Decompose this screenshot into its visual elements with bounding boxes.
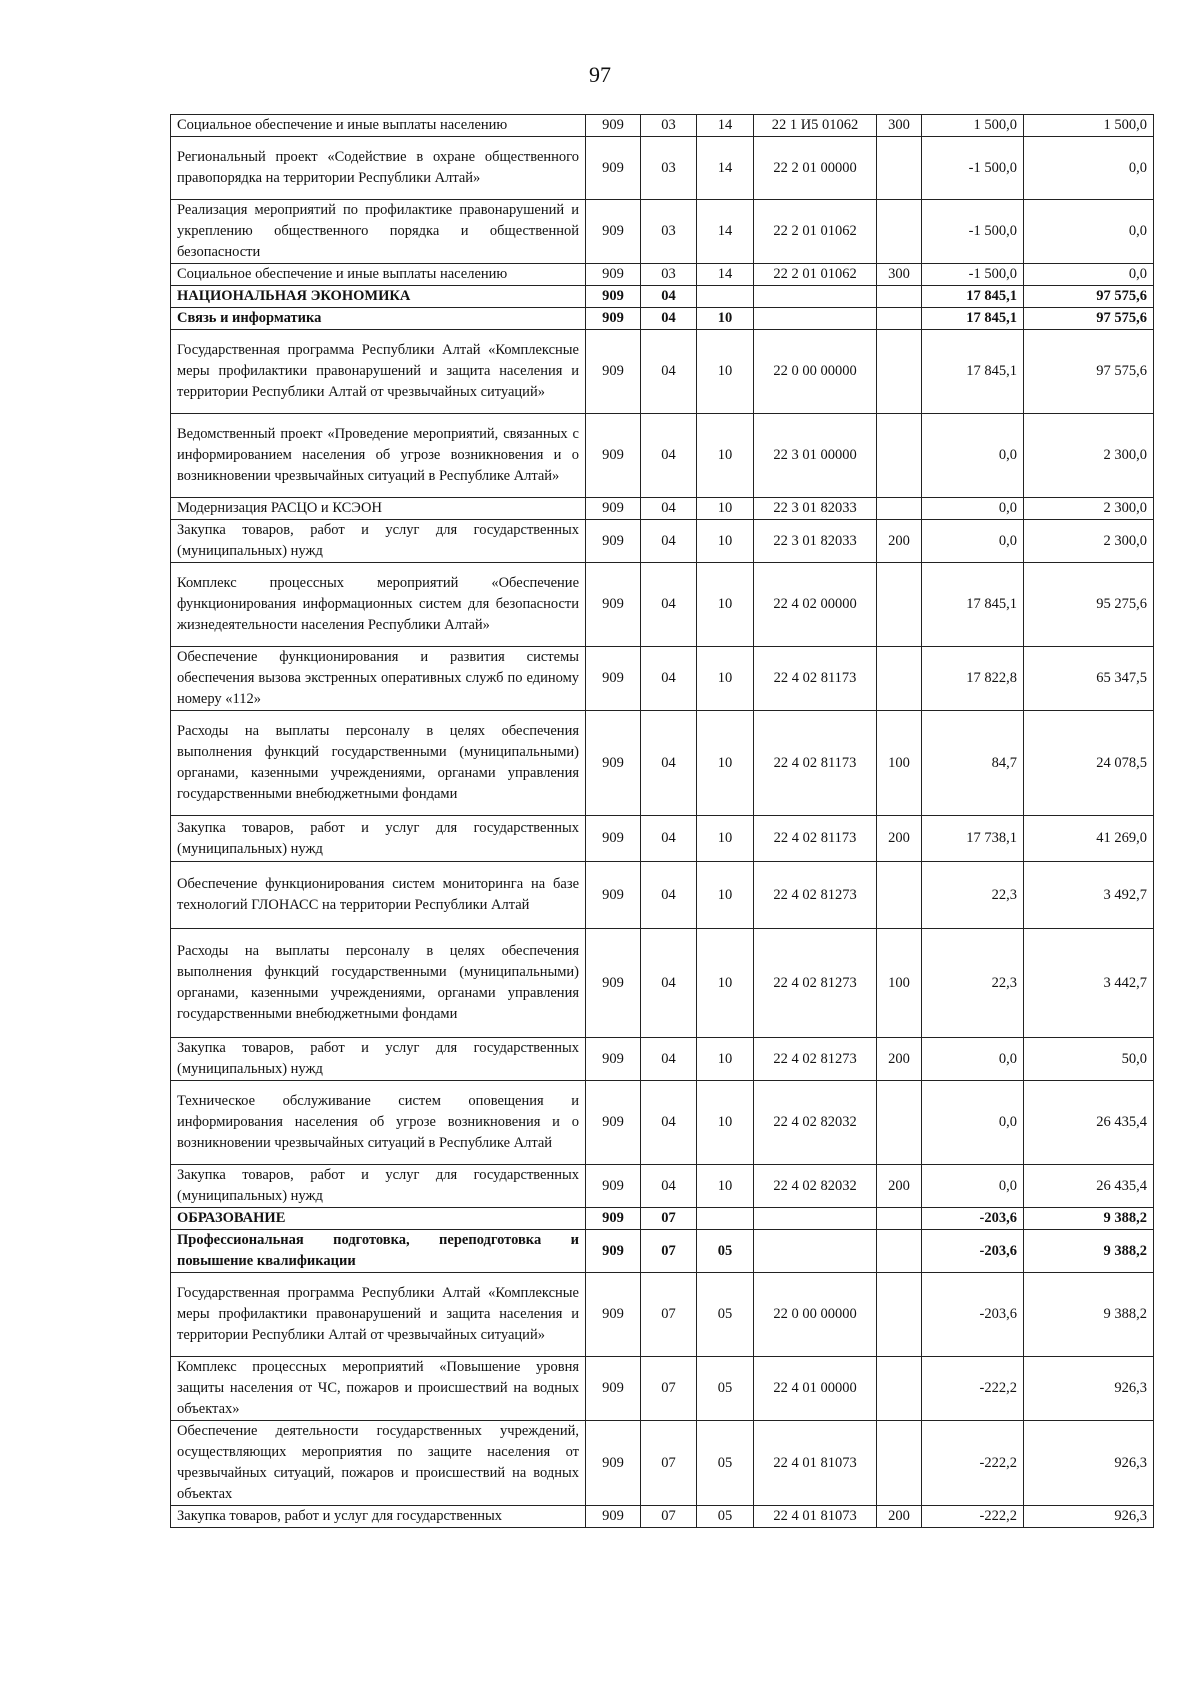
expense-type-cell <box>877 330 922 414</box>
grbs-cell: 909 <box>586 711 641 816</box>
section-cell: 07 <box>641 1230 697 1273</box>
section-cell: 04 <box>641 711 697 816</box>
amount-2025-cell: 9 388,2 <box>1024 1273 1154 1357</box>
section-cell: 04 <box>641 498 697 520</box>
target-article-cell: 22 4 02 81273 <box>754 929 877 1038</box>
amount-2024-cell: 84,7 <box>922 711 1024 816</box>
expense-type-cell: 200 <box>877 520 922 563</box>
section-cell: 07 <box>641 1208 697 1230</box>
amount-2024-cell: 17 845,1 <box>922 330 1024 414</box>
grbs-cell: 909 <box>586 286 641 308</box>
name-cell: Обеспечение деятельности государственных учреждений, осуществляющих мероприятия по защите населения от чрезвычайных ситуаций, пожаров и происшествий на водных объектах <box>171 1421 586 1506</box>
expense-type-cell: 300 <box>877 115 922 137</box>
name-cell: Комплекс процессных мероприятий «Повышение уровня защиты населения от ЧС, пожаров и происшествий на водных объектах» <box>171 1357 586 1421</box>
target-article-cell <box>754 286 877 308</box>
target-article-cell <box>754 1230 877 1273</box>
grbs-cell: 909 <box>586 264 641 286</box>
name-cell: Социальное обеспечение и иные выплаты населению <box>171 115 586 137</box>
table-row <box>171 647 1154 711</box>
table-row <box>171 1273 1154 1357</box>
target-article-cell: 22 3 01 82033 <box>754 520 877 563</box>
name-cell: Региональный проект «Содействие в охране общественного правопорядка на территории Республики Алтай» <box>171 137 586 200</box>
subsection-cell: 14 <box>697 115 754 137</box>
expense-type-cell <box>877 137 922 200</box>
amount-2025-cell: 97 575,6 <box>1024 330 1154 414</box>
name-cell: Модернизация РАСЦО и КСЭОН <box>171 498 586 520</box>
name-cell: Обеспечение функционирования и развития системы обеспечения вызова экстренных оперативных служб по единому номеру «112» <box>171 647 586 711</box>
name-cell: Государственная программа Республики Алтай «Комплексные меры профилактики правонарушений и защита населения и территории Республики Алтай от чрезвычайных ситуаций» <box>171 1273 586 1357</box>
section-cell: 04 <box>641 929 697 1038</box>
table-row <box>171 1165 1154 1208</box>
expense-type-cell: 200 <box>877 816 922 862</box>
expense-type-cell: 200 <box>877 1165 922 1208</box>
target-article-cell: 22 0 00 00000 <box>754 1273 877 1357</box>
amount-2025-cell: 0,0 <box>1024 137 1154 200</box>
subsection-cell: 10 <box>697 711 754 816</box>
expense-type-cell <box>877 1230 922 1273</box>
name-cell: НАЦИОНАЛЬНАЯ ЭКОНОМИКА <box>171 286 586 308</box>
grbs-cell: 909 <box>586 308 641 330</box>
subsection-cell: 10 <box>697 414 754 498</box>
target-article-cell <box>754 308 877 330</box>
section-cell: 04 <box>641 647 697 711</box>
name-cell: Социальное обеспечение и иные выплаты населению <box>171 264 586 286</box>
amount-2024-cell: -1 500,0 <box>922 264 1024 286</box>
subsection-cell: 10 <box>697 929 754 1038</box>
amount-2025-cell: 26 435,4 <box>1024 1081 1154 1165</box>
target-article-cell: 22 2 01 01062 <box>754 264 877 286</box>
table-row <box>171 1506 1154 1528</box>
amount-2025-cell: 24 078,5 <box>1024 711 1154 816</box>
name-cell: Обеспечение функционирования систем мониторинга на базе технологий ГЛОНАСС на территории Республики Алтай <box>171 862 586 929</box>
amount-2025-cell: 95 275,6 <box>1024 563 1154 647</box>
table-row <box>171 1230 1154 1273</box>
target-article-cell: 22 4 01 81073 <box>754 1421 877 1506</box>
grbs-cell: 909 <box>586 862 641 929</box>
table-row <box>171 137 1154 200</box>
subsection-cell <box>697 1208 754 1230</box>
target-article-cell: 22 4 02 81173 <box>754 816 877 862</box>
table-body <box>171 115 1154 1528</box>
grbs-cell: 909 <box>586 498 641 520</box>
target-article-cell: 22 4 02 82032 <box>754 1081 877 1165</box>
amount-2025-cell: 926,3 <box>1024 1357 1154 1421</box>
grbs-cell: 909 <box>586 1165 641 1208</box>
table-row <box>171 115 1154 137</box>
expense-type-cell <box>877 414 922 498</box>
section-cell: 04 <box>641 563 697 647</box>
grbs-cell: 909 <box>586 1230 641 1273</box>
expense-type-cell: 100 <box>877 711 922 816</box>
section-cell: 04 <box>641 330 697 414</box>
subsection-cell: 05 <box>697 1273 754 1357</box>
target-article-cell: 22 4 02 00000 <box>754 563 877 647</box>
table-row <box>171 816 1154 862</box>
name-cell: Ведомственный проект «Проведение мероприятий, связанных с информированием населения об угрозе возникновения и о возникновении чрезвычайных ситуаций в Республике Алтай» <box>171 414 586 498</box>
amount-2024-cell: 17 845,1 <box>922 563 1024 647</box>
amount-2025-cell: 41 269,0 <box>1024 816 1154 862</box>
table-row <box>171 264 1154 286</box>
subsection-cell: 05 <box>697 1506 754 1528</box>
target-article-cell: 22 4 02 82032 <box>754 1165 877 1208</box>
amount-2025-cell: 2 300,0 <box>1024 498 1154 520</box>
expense-type-cell: 100 <box>877 929 922 1038</box>
grbs-cell: 909 <box>586 200 641 264</box>
subsection-cell: 10 <box>697 520 754 563</box>
amount-2024-cell: 1 500,0 <box>922 115 1024 137</box>
target-article-cell: 22 0 00 00000 <box>754 330 877 414</box>
amount-2024-cell: -222,2 <box>922 1357 1024 1421</box>
amount-2024-cell: -1 500,0 <box>922 137 1024 200</box>
name-cell: Закупка товаров, работ и услуг для государственных (муниципальных) нужд <box>171 816 586 862</box>
subsection-cell: 10 <box>697 647 754 711</box>
target-article-cell: 22 2 01 01062 <box>754 200 877 264</box>
amount-2024-cell: 0,0 <box>922 414 1024 498</box>
table-row <box>171 929 1154 1038</box>
table-row <box>171 498 1154 520</box>
amount-2025-cell: 0,0 <box>1024 264 1154 286</box>
expense-type-cell <box>877 286 922 308</box>
amount-2025-cell: 2 300,0 <box>1024 414 1154 498</box>
amount-2025-cell: 2 300,0 <box>1024 520 1154 563</box>
name-cell: Реализация мероприятий по профилактике правонарушений и укреплению общественного порядка и общественной безопасности <box>171 200 586 264</box>
section-cell: 07 <box>641 1273 697 1357</box>
subsection-cell <box>697 286 754 308</box>
section-cell: 07 <box>641 1357 697 1421</box>
subsection-cell: 10 <box>697 816 754 862</box>
grbs-cell: 909 <box>586 115 641 137</box>
budget-table <box>170 114 1154 1528</box>
target-article-cell: 22 4 02 81273 <box>754 862 877 929</box>
name-cell: Профессиональная подготовка, переподготовка и повышение квалификации <box>171 1230 586 1273</box>
section-cell: 07 <box>641 1506 697 1528</box>
section-cell: 03 <box>641 264 697 286</box>
section-cell: 04 <box>641 816 697 862</box>
target-article-cell: 22 4 02 81173 <box>754 647 877 711</box>
section-cell: 04 <box>641 1081 697 1165</box>
section-cell: 04 <box>641 520 697 563</box>
table-row <box>171 330 1154 414</box>
name-cell: Расходы на выплаты персоналу в целях обеспечения выполнения функций государственными (муниципальными) органами, казенными учреждениями, органами управления государственными внебюджетными фондами <box>171 711 586 816</box>
subsection-cell: 05 <box>697 1230 754 1273</box>
amount-2025-cell: 50,0 <box>1024 1038 1154 1081</box>
target-article-cell: 22 4 02 81173 <box>754 711 877 816</box>
grbs-cell: 909 <box>586 563 641 647</box>
amount-2024-cell: 0,0 <box>922 1081 1024 1165</box>
grbs-cell: 909 <box>586 1421 641 1506</box>
section-cell: 07 <box>641 1421 697 1506</box>
table-row <box>171 862 1154 929</box>
subsection-cell: 10 <box>697 1165 754 1208</box>
amount-2024-cell: 17 822,8 <box>922 647 1024 711</box>
grbs-cell: 909 <box>586 929 641 1038</box>
table-row <box>171 1208 1154 1230</box>
expense-type-cell <box>877 647 922 711</box>
expense-type-cell: 200 <box>877 1506 922 1528</box>
amount-2024-cell: 0,0 <box>922 520 1024 563</box>
table-row <box>171 200 1154 264</box>
subsection-cell: 14 <box>697 264 754 286</box>
amount-2024-cell: -1 500,0 <box>922 200 1024 264</box>
table-row <box>171 520 1154 563</box>
amount-2024-cell: 22,3 <box>922 862 1024 929</box>
expense-type-cell <box>877 200 922 264</box>
table-row <box>171 1081 1154 1165</box>
amount-2024-cell: -203,6 <box>922 1208 1024 1230</box>
amount-2025-cell: 3 442,7 <box>1024 929 1154 1038</box>
amount-2024-cell: -222,2 <box>922 1506 1024 1528</box>
amount-2024-cell: 17 738,1 <box>922 816 1024 862</box>
name-cell: Расходы на выплаты персоналу в целях обеспечения выполнения функций государственными (муниципальными) органами, казенными учреждениями, органами управления государственными внебюджетными фондами <box>171 929 586 1038</box>
subsection-cell: 10 <box>697 862 754 929</box>
target-article-cell: 22 1 И5 01062 <box>754 115 877 137</box>
amount-2024-cell: 17 845,1 <box>922 286 1024 308</box>
subsection-cell: 10 <box>697 498 754 520</box>
amount-2024-cell: -203,6 <box>922 1273 1024 1357</box>
section-cell: 04 <box>641 286 697 308</box>
table-row <box>171 563 1154 647</box>
amount-2025-cell: 9 388,2 <box>1024 1208 1154 1230</box>
grbs-cell: 909 <box>586 137 641 200</box>
amount-2025-cell: 1 500,0 <box>1024 115 1154 137</box>
expense-type-cell <box>877 308 922 330</box>
grbs-cell: 909 <box>586 816 641 862</box>
subsection-cell: 10 <box>697 1038 754 1081</box>
amount-2024-cell: -222,2 <box>922 1421 1024 1506</box>
amount-2025-cell: 26 435,4 <box>1024 1165 1154 1208</box>
amount-2025-cell: 9 388,2 <box>1024 1230 1154 1273</box>
name-cell: Связь и информатика <box>171 308 586 330</box>
amount-2024-cell: 0,0 <box>922 498 1024 520</box>
section-cell: 04 <box>641 1165 697 1208</box>
section-cell: 04 <box>641 862 697 929</box>
expense-type-cell <box>877 1273 922 1357</box>
amount-2024-cell: 17 845,1 <box>922 308 1024 330</box>
amount-2024-cell: 0,0 <box>922 1038 1024 1081</box>
target-article-cell: 22 3 01 82033 <box>754 498 877 520</box>
expense-type-cell <box>877 563 922 647</box>
amount-2025-cell: 97 575,6 <box>1024 308 1154 330</box>
section-cell: 04 <box>641 1038 697 1081</box>
table-row <box>171 1038 1154 1081</box>
section-cell: 03 <box>641 200 697 264</box>
grbs-cell: 909 <box>586 414 641 498</box>
grbs-cell: 909 <box>586 1273 641 1357</box>
amount-2025-cell: 926,3 <box>1024 1506 1154 1528</box>
expense-type-cell <box>877 1081 922 1165</box>
amount-2025-cell: 65 347,5 <box>1024 647 1154 711</box>
target-article-cell: 22 3 01 00000 <box>754 414 877 498</box>
target-article-cell: 22 4 01 00000 <box>754 1357 877 1421</box>
table-row <box>171 414 1154 498</box>
subsection-cell: 10 <box>697 563 754 647</box>
target-article-cell <box>754 1208 877 1230</box>
section-cell: 03 <box>641 137 697 200</box>
subsection-cell: 10 <box>697 1081 754 1165</box>
name-cell: ОБРАЗОВАНИЕ <box>171 1208 586 1230</box>
amount-2024-cell: -203,6 <box>922 1230 1024 1273</box>
expense-type-cell <box>877 1208 922 1230</box>
grbs-cell: 909 <box>586 1506 641 1528</box>
table-row <box>171 1357 1154 1421</box>
expense-type-cell <box>877 862 922 929</box>
name-cell: Комплекс процессных мероприятий «Обеспечение функционирования информационных систем для безопасности жизнедеятельности населения Республики Алтай» <box>171 563 586 647</box>
section-cell: 03 <box>641 115 697 137</box>
name-cell: Закупка товаров, работ и услуг для государственных (муниципальных) нужд <box>171 520 586 563</box>
name-cell: Государственная программа Республики Алтай «Комплексные меры профилактики правонарушений и защита населения и территории Республики Алтай от чрезвычайных ситуаций» <box>171 330 586 414</box>
subsection-cell: 10 <box>697 308 754 330</box>
table-row <box>171 286 1154 308</box>
expense-type-cell: 300 <box>877 264 922 286</box>
grbs-cell: 909 <box>586 1081 641 1165</box>
amount-2025-cell: 97 575,6 <box>1024 286 1154 308</box>
grbs-cell: 909 <box>586 1208 641 1230</box>
name-cell: Закупка товаров, работ и услуг для государственных (муниципальных) нужд <box>171 1165 586 1208</box>
table-row <box>171 711 1154 816</box>
expense-type-cell <box>877 1357 922 1421</box>
target-article-cell: 22 4 02 81273 <box>754 1038 877 1081</box>
name-cell: Закупка товаров, работ и услуг для государственных (муниципальных) нужд <box>171 1038 586 1081</box>
amount-2025-cell: 3 492,7 <box>1024 862 1154 929</box>
expense-type-cell <box>877 1421 922 1506</box>
table-row <box>171 308 1154 330</box>
name-cell: Закупка товаров, работ и услуг для государственных <box>171 1506 586 1528</box>
expense-type-cell <box>877 498 922 520</box>
subsection-cell: 05 <box>697 1421 754 1506</box>
grbs-cell: 909 <box>586 520 641 563</box>
section-cell: 04 <box>641 414 697 498</box>
grbs-cell: 909 <box>586 1038 641 1081</box>
subsection-cell: 14 <box>697 200 754 264</box>
subsection-cell: 05 <box>697 1357 754 1421</box>
expense-type-cell: 200 <box>877 1038 922 1081</box>
subsection-cell: 10 <box>697 330 754 414</box>
grbs-cell: 909 <box>586 1357 641 1421</box>
amount-2024-cell: 0,0 <box>922 1165 1024 1208</box>
page-number: 97 <box>589 62 611 87</box>
name-cell: Техническое обслуживание систем оповещения и информирования населения об угрозе возникновения и о возникновении чрезвычайных ситуаций в Республике Алтай <box>171 1081 586 1165</box>
amount-2025-cell: 926,3 <box>1024 1421 1154 1506</box>
subsection-cell: 14 <box>697 137 754 200</box>
amount-2025-cell: 0,0 <box>1024 200 1154 264</box>
grbs-cell: 909 <box>586 647 641 711</box>
grbs-cell: 909 <box>586 330 641 414</box>
amount-2024-cell: 22,3 <box>922 929 1024 1038</box>
section-cell: 04 <box>641 308 697 330</box>
target-article-cell: 22 2 01 00000 <box>754 137 877 200</box>
target-article-cell: 22 4 01 81073 <box>754 1506 877 1528</box>
table-row <box>171 1421 1154 1506</box>
